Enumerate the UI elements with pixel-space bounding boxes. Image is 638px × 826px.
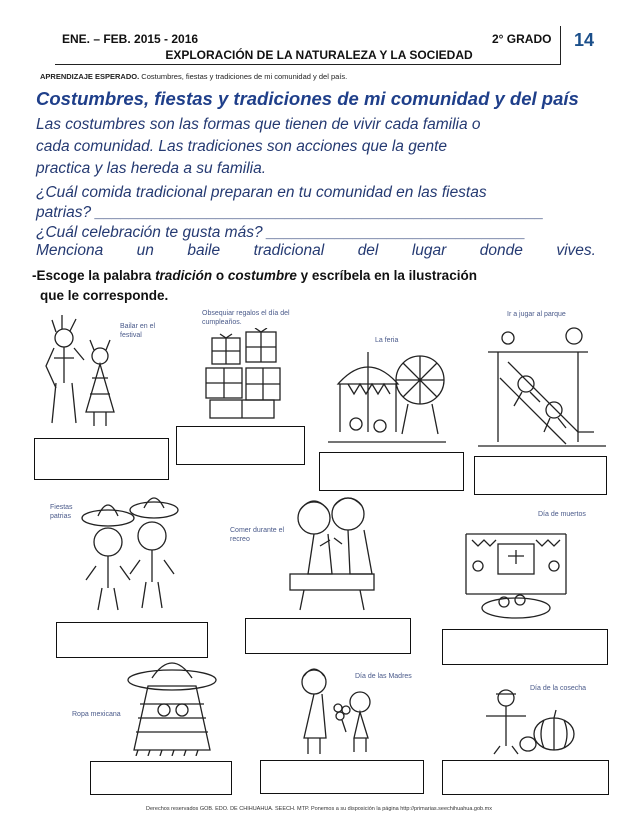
q3-word: vives. (556, 242, 596, 259)
answer-box-recess[interactable] (245, 618, 411, 654)
answer-box-mothers-day[interactable] (260, 760, 424, 794)
header-vertical-divider (560, 26, 561, 65)
park-illustration (478, 322, 606, 452)
lesson-title: Costumbres, fiestas y tradiciones de mi comunidad y del país (36, 88, 579, 109)
answer-box-mexican-clothes[interactable] (90, 761, 232, 795)
answer-box-park[interactable] (474, 456, 607, 495)
patriotic-kids-illustration (78, 496, 182, 616)
q3-word: lugar (411, 242, 447, 259)
answer-box-fair[interactable] (319, 452, 464, 491)
q3-word: un (136, 242, 154, 259)
question-dance (36, 242, 596, 260)
recess-eating-illustration (284, 494, 380, 614)
q3-word: Menciona (36, 242, 104, 259)
q3-word: del (357, 242, 379, 259)
answer-box-harvest[interactable] (442, 760, 609, 795)
caption-fair: La feria (375, 337, 399, 344)
footer-copyright: Derechos reservados GOB. EDO. DE CHIHUAHUA. SEECH. MTP. Ponemos a su disposición la página http://primarias.seechihuahua.gob.mx (146, 806, 492, 812)
caption-patriotic: Fiestas patrias (50, 504, 73, 520)
sombrero-poncho-illustration (118, 660, 226, 756)
subject-title: EXPLORACIÓN DE LA NATURALEZA Y LA SOCIEDAD (165, 48, 473, 62)
dancers-illustration (42, 308, 122, 436)
fair-illustration (328, 344, 446, 448)
paragraph-line: cada comunidad. Las tradiciones son acciones que la gente (36, 138, 448, 155)
caption-recess: Comer durante el recreo (230, 527, 285, 543)
q3-word: donde (479, 242, 523, 259)
page-number: 14 (574, 30, 595, 50)
expected-learning-label: APRENDIZAJE ESPERADO. (40, 72, 140, 81)
lesson-paragraph (36, 114, 606, 180)
gifts-illustration (200, 328, 286, 422)
word-costumbre: costumbre (227, 268, 297, 283)
grade-label: 2° GRADO (492, 32, 552, 46)
answer-box-day-of-dead[interactable] (442, 629, 608, 665)
word-tradicion: tradición (155, 268, 213, 283)
answer-box-gifts[interactable] (176, 426, 305, 465)
paragraph-line: practica y las hereda a su familia. (36, 160, 267, 177)
caption-mexican-clothes: Ropa mexicana (72, 711, 121, 718)
mothers-day-illustration (290, 662, 386, 758)
paragraph-line: Las costumbres son las formas que tienen de vivir cada familia o (36, 116, 481, 133)
expected-learning-text: Costumbres, fiestas y tradiciones de mi comunidad y del país. (141, 72, 348, 81)
q3-word: tradicional (253, 242, 325, 259)
q3-word: baile (187, 242, 221, 259)
answer-box-patriotic[interactable] (56, 622, 208, 658)
caption-park: Ir a jugar al parque (507, 311, 566, 318)
activity-instruction: -Escoge la palabra tradición o costumbre y escríbela en la ilustración que le corresponde. (32, 268, 477, 303)
period-label: ENE. – FEB. 2015 - 2016 (62, 32, 199, 46)
question-celebration[interactable]: ¿Cuál celebración te gusta más? ______________________________ (36, 224, 526, 241)
expected-learning (40, 72, 347, 81)
caption-gifts: Obsequiar regalos el día del cumpleaños. (202, 310, 290, 326)
caption-mothers-day: Día de las Madres (355, 673, 412, 680)
question-food-line2[interactable]: patrias? ____________________________________________________ (36, 204, 544, 221)
altar-illustration (458, 520, 574, 624)
harvest-illustration (466, 686, 582, 756)
caption-harvest: Día de la cosecha (530, 685, 587, 692)
answer-box-dance[interactable] (34, 438, 169, 480)
question-food-line1: ¿Cuál comida tradicional preparan en tu comunidad en las fiestas (36, 184, 487, 201)
caption-dance: Bailar en el festival (120, 323, 156, 339)
caption-day-of-dead: Día de muertos (538, 511, 586, 518)
header-divider (55, 64, 560, 65)
